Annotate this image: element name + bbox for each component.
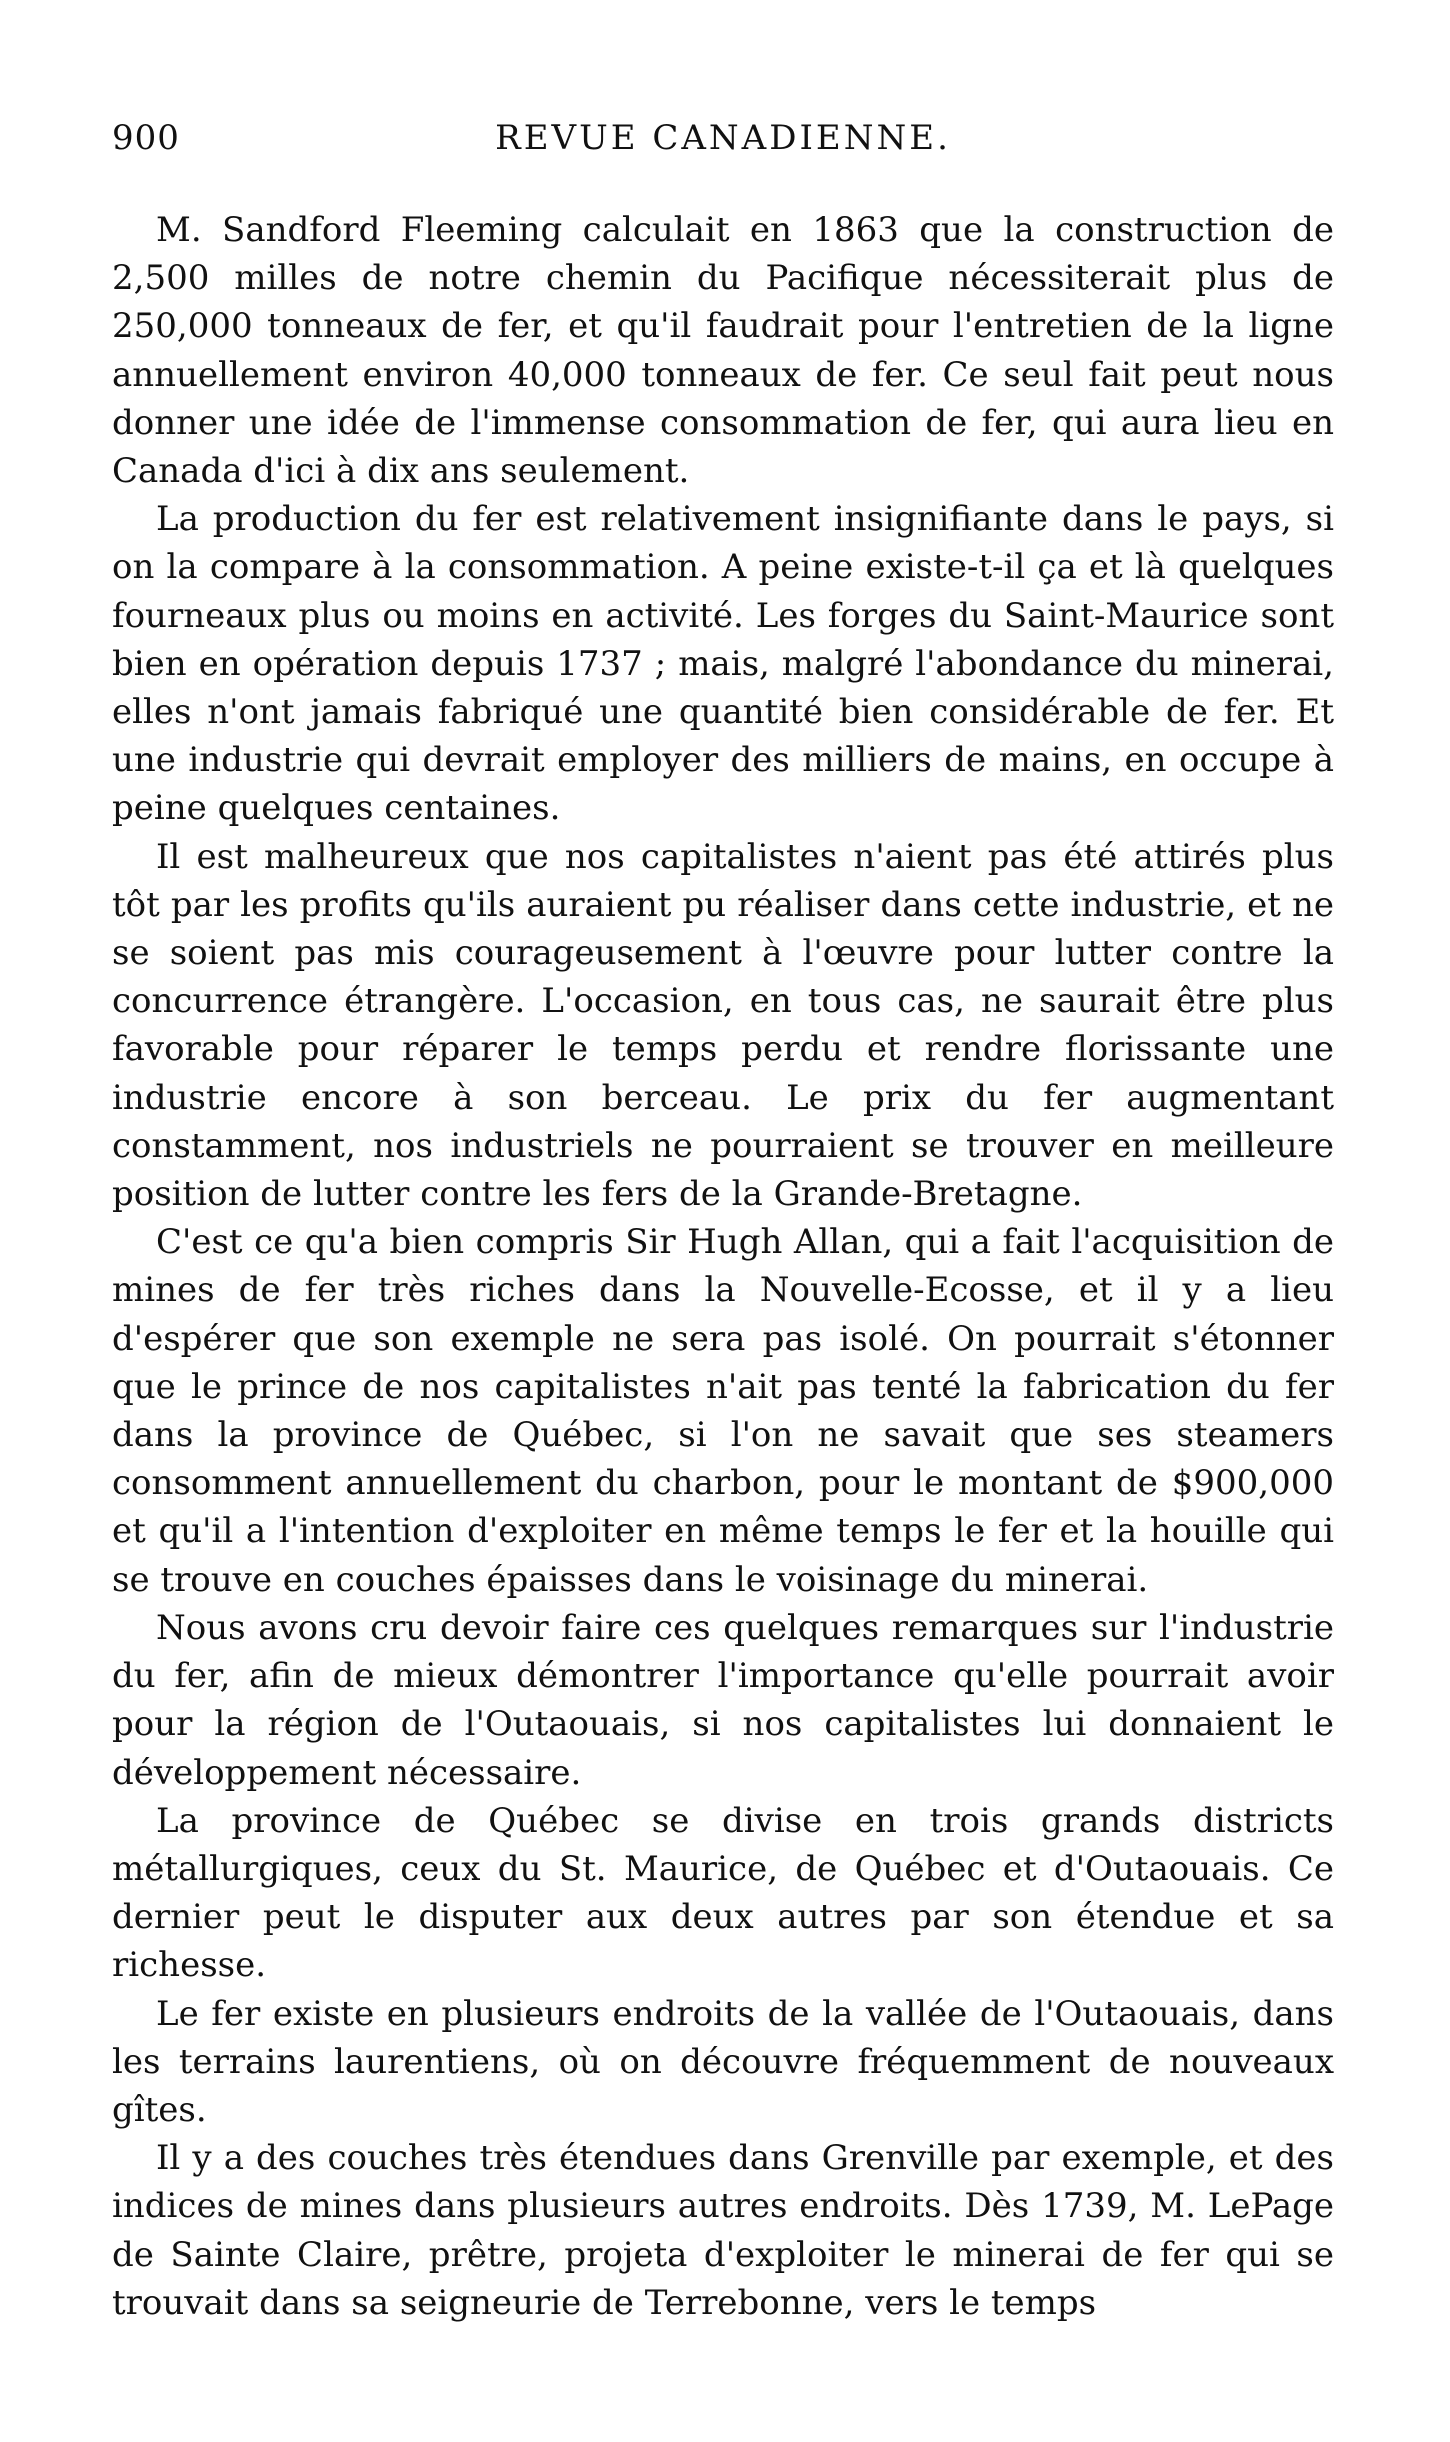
paragraph: Il y a des couches très étendues dans Grenville par exemple, et des indices de mines dans plusieurs autres endroits. Dès 1739, M. LePage de Sainte Claire, prêtre, projeta d'exploiter le minerai de fer qui se trouvait dans sa seigneurie de Terrebonne, vers le temps bbox=[112, 2138, 1334, 2323]
paragraph: Le fer existe en plusieurs endroits de la vallée de l'Outaouais, dans les terrains laurentiens, où on découvre fréquemment de nouveaux gîtes. bbox=[112, 1993, 1334, 2130]
running-title: REVUE CANADIENNE. bbox=[495, 118, 951, 158]
paragraph: Il est malheureux que nos capitalistes n'aient pas été attirés plus tôt par les profits qu'ils auraient pu réaliser dans cette industrie, et ne se soient pas mis courageusement à l'œuvre pour lutter contre la concurrence étrangère. L'occasion, en tous cas, ne saurait être plus favorable pour réparer le temps perdu et rendre florissante une industrie encore à son berceau. Le prix du fer augmentant constamment, nos industriels ne pourraient se trouver en meilleure position de lutter contre les fers de la Grande-Bretagne. bbox=[112, 836, 1334, 1215]
paragraph: C'est ce qu'a bien compris Sir Hugh Allan, qui a fait l'acquisition de mines de fer très riches dans la Nouvelle-Ecosse, et il y a lieu d'espérer que son exemple ne sera pas isolé. On pourrait s'étonner que le prince de nos capitalistes n'ait pas tenté la fabrication du fer dans la province de Québec, si l'on ne savait que ses steamers consomment annuellement du charbon, pour le montant de $900,000 et qu'il a l'intention d'exploiter en même temps le fer et la houille qui se trouve en couches épaisses dans le voisinage du minerai. bbox=[112, 1222, 1334, 1600]
paragraph: M. Sandford Fleeming calculait en 1863 que la construction de 2,500 milles de notre chemin du Pacifique nécessiterait plus de 250,000 tonneaux de fer, et qu'il faudrait pour l'entretien de la ligne annuellement environ 40,000 tonneaux de fer. Ce seul fait peut nous donner une idée de l'immense consommation de fer, qui aura lieu en Canada d'ici à dix ans seulement. bbox=[112, 210, 1334, 492]
paragraph: Nous avons cru devoir faire ces quelques remarques sur l'industrie du fer, afin de mieux démontrer l'importance qu'elle pourrait avoir pour la région de l'Outaouais, si nos capitalistes lui donnaient le développement nécessaire. bbox=[112, 1607, 1334, 1793]
page-number: 900 bbox=[112, 118, 180, 158]
paragraph: La province de Québec se divise en trois grands districts métallurgiques, ceux du St. Maurice, de Québec et d'Outaouais. Ce dernier peut le disputer aux deux autres par son étendue et sa richesse. bbox=[112, 1800, 1334, 1986]
body-text bbox=[112, 206, 1334, 2327]
book-page bbox=[112, 118, 1334, 2327]
running-head bbox=[112, 118, 1334, 178]
paragraph: La production du fer est relativement insignifiante dans le pays, si on la compare à la consommation. A peine existe-t-il ça et là quelques fourneaux plus ou moins en activité. Les forges du Saint-Maurice sont bien en opération depuis 1737 ; mais, malgré l'abondance du minerai, elles n'ont jamais fabriqué une quantité bien considérable de fer. Et une industrie qui devrait employer des milliers de mains, en occupe à peine quelques centaines. bbox=[112, 499, 1334, 829]
